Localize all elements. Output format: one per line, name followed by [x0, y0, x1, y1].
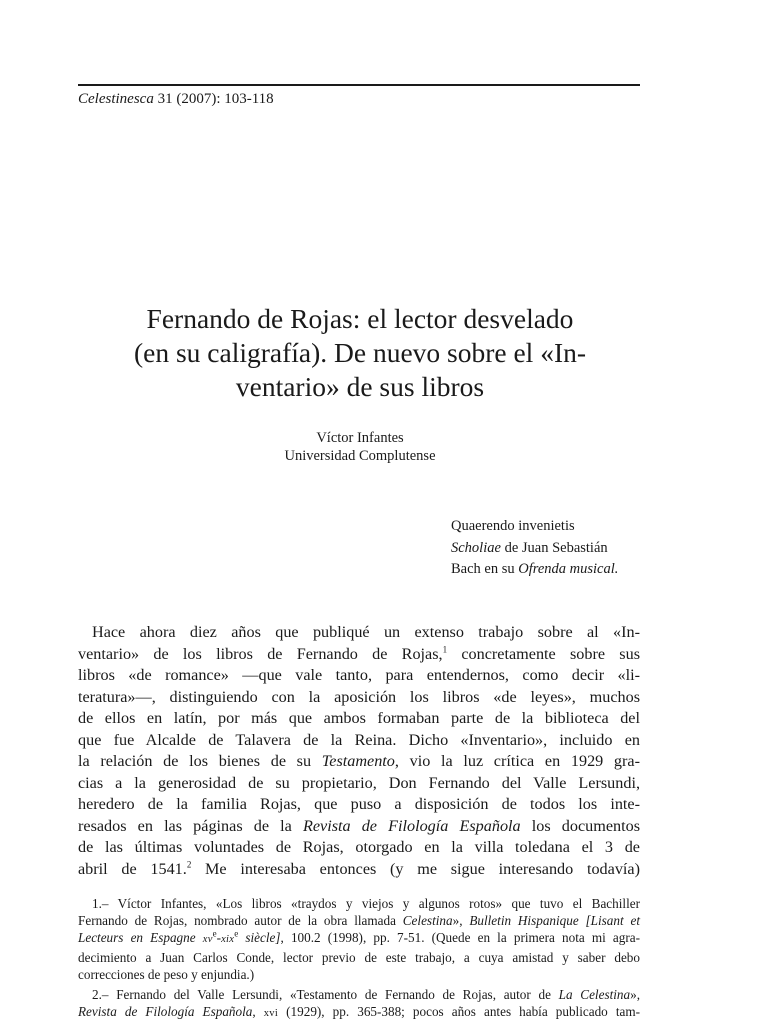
body-text-run: Me interesaba entonces (y me sigue interesando todavía) [191, 859, 640, 878]
epigraph [451, 516, 618, 581]
body-text-run: concretamente sobre sus [447, 644, 640, 663]
footnote-line [78, 986, 640, 1003]
footnote-text-run: , 100.2 (1998), pp. 7-51. (Quede en la primera nota mi agra- [280, 930, 641, 946]
footnote-text-run: », [452, 913, 470, 929]
epigraph-line-3 [451, 559, 618, 581]
footnote-1 [78, 895, 640, 983]
epigraph-line-2 [451, 538, 618, 560]
footnote-smallcaps: xv [202, 934, 213, 946]
footnote-line [78, 1003, 640, 1022]
epigraph-line-1: Quaerendo invenietis [451, 518, 575, 534]
body-line: de las últimas voluntades de Rojas, otorgado en la villa toledana el 3 de [78, 838, 640, 856]
epigraph-line-3-start: Bach en su [451, 561, 519, 577]
footnote-italic: - [216, 930, 222, 946]
footnote-text-run: 2.– Fernando del Valle Lersundi, «Testamento de Fernando de Rojas, autor de [92, 987, 559, 1003]
citation-details: 31 (2007): 103-118 [157, 91, 274, 107]
footnote-text-run: », [630, 987, 640, 1003]
footnote-smallcaps: xix [221, 934, 235, 946]
body-line [78, 751, 640, 773]
epigraph-italic-scholiae: Scholiae [451, 539, 501, 556]
body-line: que fue Alcalde de Talavera de la Reina. Dicho «Inventario», incluido en [78, 730, 640, 749]
body-text-run: , vio la luz crítica en 1929 gra- [394, 752, 640, 770]
body-paragraph [78, 622, 640, 880]
title-line-1: Fernando de Rojas: el lector desvelado [146, 303, 574, 334]
footnote-italic: La Celestina [558, 987, 631, 1003]
body-line: libros «de romance» —que vale tanto, para entendernos, como decir «li- [78, 666, 640, 684]
footnote-text-run: , [252, 1004, 264, 1020]
header-rule [78, 84, 640, 86]
footnote-line: decimiento a Juan Carlos Conde, lector previo de este trabajo, a cuya amistad y saber debo [78, 949, 640, 965]
footnote-line: correcciones de peso y enjundia.) [78, 966, 255, 982]
footnote-line: 1.– Víctor Infantes, «Los libros «traydos y viejos y algunos rotos» que tuvo el Bachiller [92, 896, 640, 911]
body-text-run: ventario» de los libros de Fernando de Rojas, [78, 644, 443, 663]
body-line: teratura»—, distinguiendo con la aposición los libros «de leyes», muchos [78, 687, 640, 706]
body-text-run: resados en las páginas de la [78, 816, 303, 835]
footnote-superscript: e [234, 929, 239, 940]
footnote-smallcaps: xvi [263, 1008, 279, 1020]
body-line: heredero de la familia Rojas, que puso a disposición de todos los inte- [78, 795, 640, 813]
body-line: cias a la generosidad de su propietario, Don Fernando del Valle Lersundi, [78, 773, 640, 792]
footnote-italic: Revista de Filología Española [78, 1004, 253, 1020]
epigraph-italic-ofrenda: Ofrenda musical. [518, 561, 619, 577]
body-italic-journal: Revista de Filología Española [302, 816, 521, 835]
article-title [90, 302, 630, 404]
body-text-run: abril de 1541. [78, 859, 187, 878]
body-line: de ellos en latín, por más que ambos formaban parte de la biblioteca del [78, 709, 640, 727]
body-line [78, 816, 640, 838]
body-italic-testamento: Testamento [321, 752, 395, 770]
title-line-3: ventario» de sus libros [235, 371, 485, 402]
epigraph-line-2-rest: de Juan Sebastián [500, 539, 608, 556]
footnote-italic: Bulletin Hispanique [Lisant et [469, 913, 641, 929]
footnote-2 [78, 986, 640, 1022]
footnote-superscript: e [212, 929, 217, 940]
footnote-line [78, 929, 640, 948]
body-line [78, 644, 640, 666]
footnote-ref-2[interactable]: 2 [186, 859, 192, 870]
journal-name: Celestinesca [78, 91, 154, 107]
footnote-italic: Celestina [402, 913, 453, 929]
author-block [200, 429, 520, 465]
author-affiliation: Universidad Complutense [284, 448, 436, 464]
footnote-text-run: Fernando de Rojas, nombrado autor de la obra llamada [78, 913, 403, 929]
footnote-italic: siècle] [238, 930, 281, 946]
footnotes [78, 895, 640, 1025]
body-text-run: los documentos [520, 816, 640, 835]
body-text-run: la relación de los bienes de su [78, 752, 322, 770]
body-line [78, 859, 640, 881]
footnote-italic: Lecteurs en Espagne [78, 930, 203, 946]
footnote-line [78, 912, 640, 929]
footnote-text-run: (1929), pp. 365-388; pocos años antes había publicado tam- [278, 1004, 641, 1020]
footnote-ref-1[interactable]: 1 [442, 644, 448, 655]
author-name: Víctor Infantes [316, 430, 404, 446]
title-line-2: (en su caligrafía). De nuevo sobre el «In- [133, 337, 587, 368]
body-line: Hace ahora diez años que publiqué un extenso trabajo sobre al «In- [92, 623, 640, 641]
journal-citation [78, 91, 274, 108]
